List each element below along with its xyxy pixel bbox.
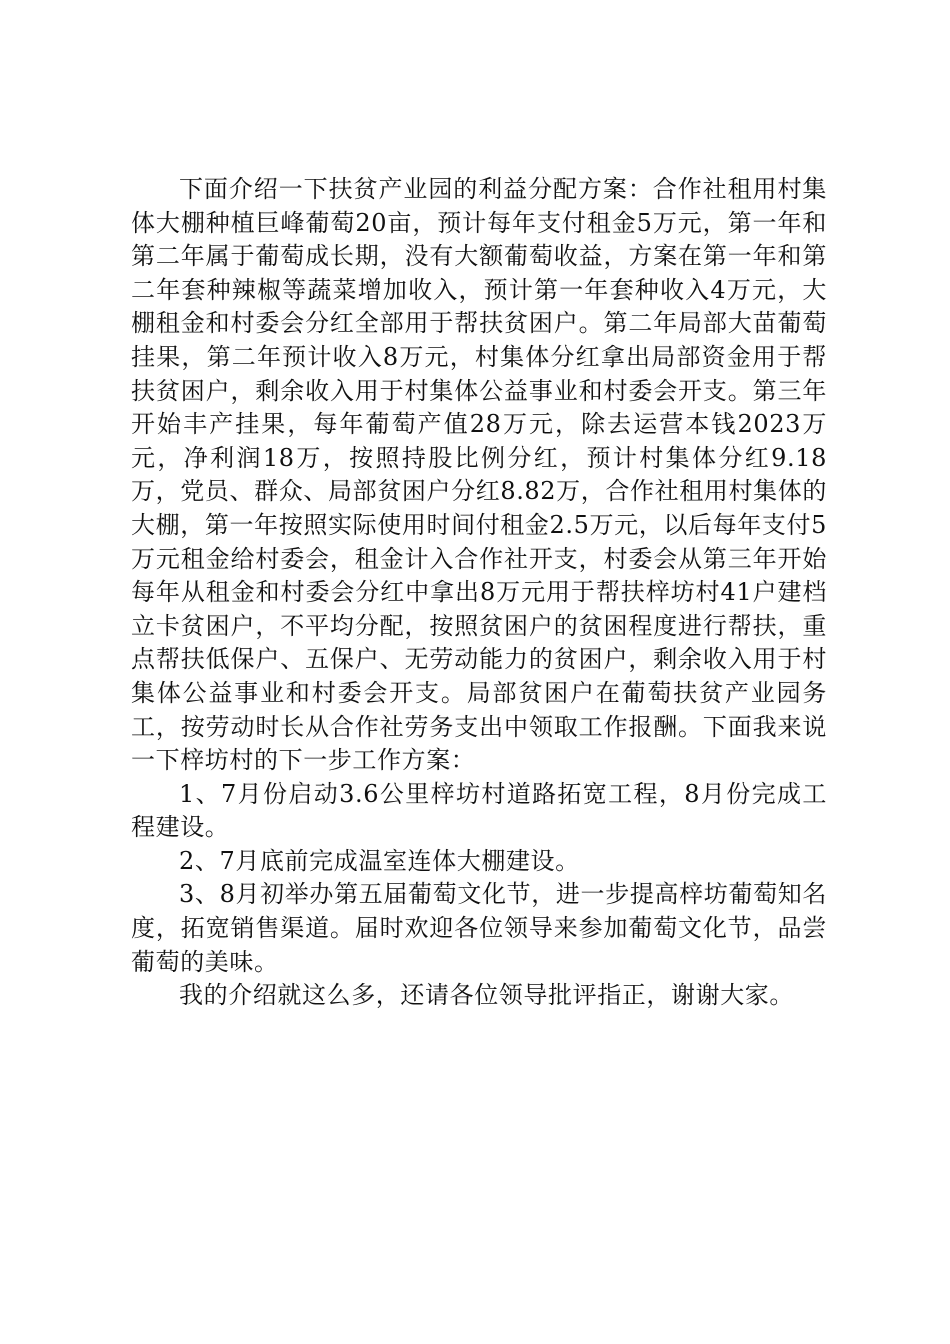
document-body <box>131 173 827 1013</box>
paragraph-plan-item-2: 2、7月底前完成温室连体大棚建设。 <box>179 846 580 875</box>
paragraph-plan-item-1: 1、7月份启动3.6公里梓坊村道路拓宽工程，8月份完成工程建设。 <box>131 779 827 842</box>
paragraph-benefit-distribution: 下面介绍一下扶贫产业园的利益分配方案：合作社租用村集体大棚种植巨峰葡萄20亩，预计每年支付租金5万元，第一年和第二年属于葡萄成长期，没有大额葡萄收益，方案在第一年和第二年套种辣椒等蔬菜增加收入，预计第一年套种收入4万元，大棚租金和村委会分红全部用于帮扶贫困户。第二年局部大苗葡萄挂果，第二年预计收入8万元，村集体分红拿出局部资金用于帮扶贫困户，剩余收入用于村集体公益事业和村委会开支。第三年开始丰产挂果，每年葡萄产值28万元，除去运营本钱2023万元，净利润18万，按照持股比例分红，预计村集体分红9.18万，党员、群众、局部贫困户分红8.82万，合作社租用村集体的大棚，第一年按照实际使用时间付租金2.5万元，以后每年支付5万元租金给村委会，租金计入合作社开支，村委会从第三年开始每年从租金和村委会分红中拿出8万元用于帮扶梓坊村41户建档立卡贫困户，不平均分配，按照贫困户的贫困程度进行帮扶，重点帮扶低保户、五保户、无劳动能力的贫困户，剩余收入用于村集体公益事业和村委会开支。局部贫困户在葡萄扶贫产业园务工，按劳动时长从合作社劳务支出中领取工作报酬。下面我来说一下梓坊村的下一步工作方案： <box>131 175 827 775</box>
paragraph-closing: 我的介绍就这么多，还请各位领导批评指正，谢谢大家。 <box>179 981 794 1010</box>
paragraph-plan-item-3: 3、8月初举办第五届葡萄文化节，进一步提高梓坊葡萄知名度，拓宽销售渠道。届时欢迎各位领导来参加葡萄文化节，品尝葡萄的美味。 <box>131 880 827 976</box>
